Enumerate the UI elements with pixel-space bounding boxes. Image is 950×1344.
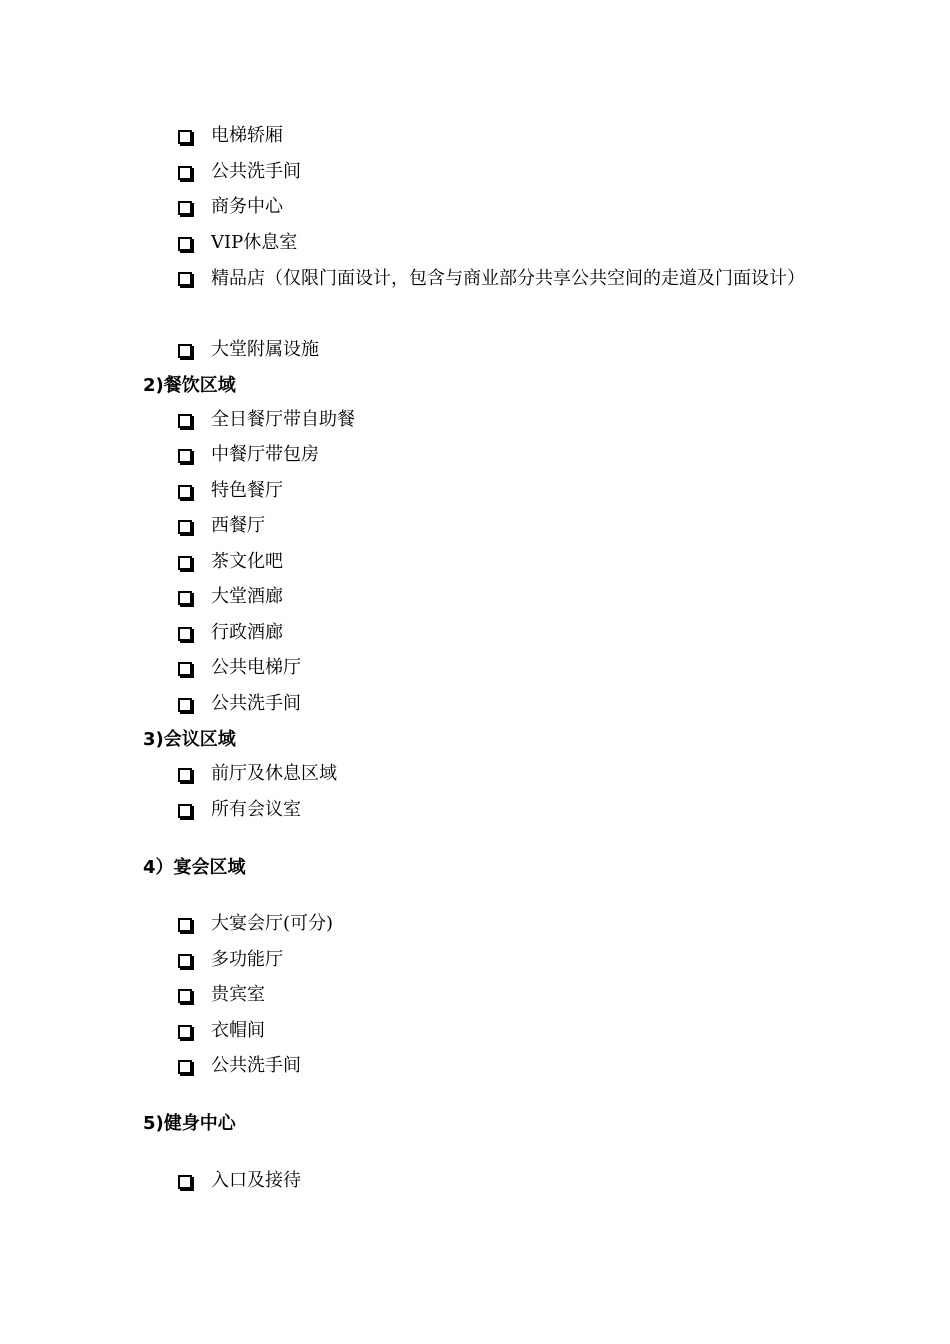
list-item-label: 公共洗手间 bbox=[211, 161, 301, 182]
list-item-label: 西餐厅 bbox=[211, 515, 265, 536]
checkbox-icon bbox=[178, 130, 192, 144]
list-item-label: 入口及接待 bbox=[211, 1170, 301, 1191]
list-item bbox=[178, 332, 801, 368]
list-item-label: 精品店（仅限门面设计，包含与商业部分共享公共空间的走道及门面设计） bbox=[211, 268, 805, 289]
list-item-label: 商务中心 bbox=[211, 196, 283, 217]
list-item-label: 公共洗手间 bbox=[211, 693, 301, 714]
list-item-label: 茶文化吧 bbox=[211, 551, 283, 572]
checkbox-icon bbox=[178, 918, 192, 932]
section-heading-fitness: 5)健身中心 bbox=[143, 1113, 236, 1134]
list-item bbox=[178, 1163, 801, 1199]
list-item bbox=[178, 977, 801, 1013]
checkbox-icon bbox=[178, 166, 192, 180]
list-item bbox=[178, 189, 801, 225]
checkbox-icon bbox=[178, 344, 192, 358]
list-item bbox=[178, 792, 801, 828]
list-item bbox=[178, 225, 801, 261]
list-item bbox=[178, 402, 801, 438]
list-item bbox=[178, 906, 801, 942]
checkbox-icon bbox=[178, 768, 192, 782]
list-item bbox=[178, 508, 801, 544]
list-item-label: 衣帽间 bbox=[211, 1020, 265, 1041]
list-item bbox=[178, 437, 801, 473]
list-item-label: 大堂酒廊 bbox=[211, 586, 283, 607]
checkbox-icon bbox=[178, 237, 192, 251]
list-item-label: 前厅及休息区域 bbox=[211, 763, 337, 784]
section-heading-dining: 2)餐饮区域 bbox=[143, 375, 236, 396]
checkbox-icon bbox=[178, 520, 192, 534]
section-heading-meeting: 3)会议区域 bbox=[143, 729, 236, 750]
checkbox-icon bbox=[178, 954, 192, 968]
list-item-label: 行政酒廊 bbox=[211, 622, 283, 643]
list-item bbox=[178, 756, 801, 792]
list-item bbox=[178, 118, 801, 154]
list-item-label: 多功能厅 bbox=[211, 949, 283, 970]
checkbox-icon bbox=[178, 485, 192, 499]
list-item bbox=[178, 1013, 801, 1049]
checkbox-icon bbox=[178, 804, 192, 818]
checkbox-icon bbox=[178, 662, 192, 676]
list-item-label: 中餐厅带包房 bbox=[211, 444, 319, 465]
checkbox-icon bbox=[178, 449, 192, 463]
list-item bbox=[178, 1048, 801, 1084]
section-heading-banquet: 4）宴会区域 bbox=[143, 857, 246, 878]
checkbox-icon bbox=[178, 698, 192, 712]
list-item bbox=[178, 579, 801, 615]
list-item-label: 公共洗手间 bbox=[211, 1055, 301, 1076]
checkbox-icon bbox=[178, 627, 192, 641]
list-item bbox=[178, 260, 805, 297]
checkbox-icon bbox=[178, 201, 192, 215]
checkbox-icon bbox=[178, 556, 192, 570]
list-item bbox=[178, 473, 801, 509]
list-item bbox=[178, 615, 801, 651]
checkbox-icon bbox=[178, 272, 192, 286]
list-item-label: VIP休息室 bbox=[211, 232, 298, 253]
list-item-label: 贵宾室 bbox=[211, 984, 265, 1005]
checkbox-icon bbox=[178, 1060, 192, 1074]
list-item-label: 公共电梯厅 bbox=[211, 657, 301, 678]
checkbox-icon bbox=[178, 989, 192, 1003]
checkbox-icon bbox=[178, 414, 192, 428]
list-item-label: 全日餐厅带自助餐 bbox=[211, 409, 355, 430]
list-item-label: 所有会议室 bbox=[211, 799, 301, 820]
list-item-label: 大堂附属设施 bbox=[211, 339, 319, 360]
list-item-label: 特色餐厅 bbox=[211, 480, 283, 501]
list-item-label: 电梯轿厢 bbox=[211, 125, 283, 146]
list-item-label: 大宴会厅(可分) bbox=[211, 913, 334, 934]
checkbox-icon bbox=[178, 1175, 192, 1189]
list-item bbox=[178, 942, 801, 978]
list-item bbox=[178, 154, 801, 190]
checkbox-icon bbox=[178, 591, 192, 605]
list-item bbox=[178, 686, 801, 722]
list-item bbox=[178, 650, 801, 686]
checkbox-icon bbox=[178, 1025, 192, 1039]
list-item bbox=[178, 544, 801, 580]
